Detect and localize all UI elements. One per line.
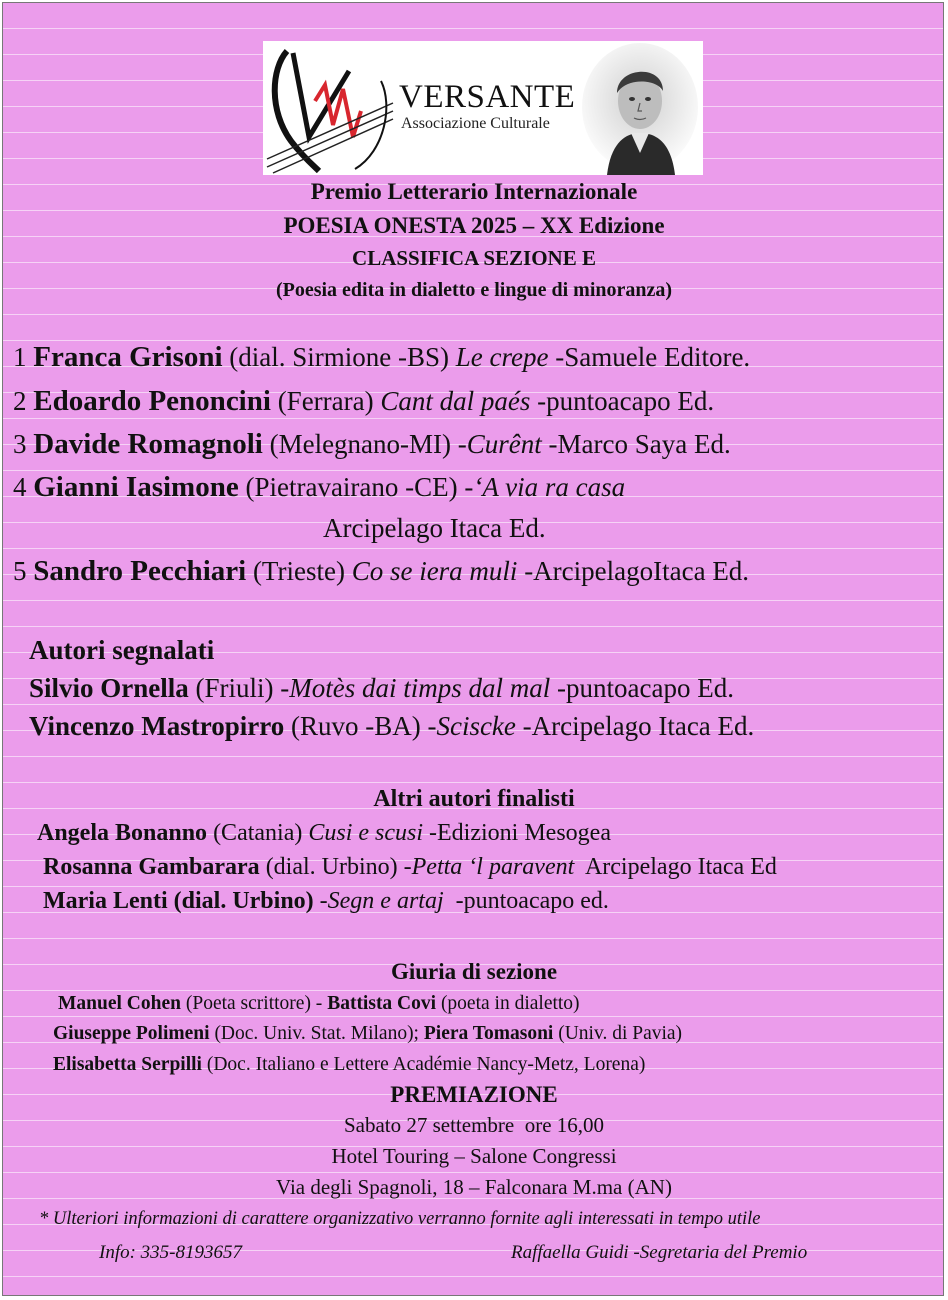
publisher: -Edizioni Mesogea — [423, 820, 611, 846]
author-name: Vincenzo Mastropirro — [29, 711, 285, 741]
juror-name: Battista Covi — [327, 993, 437, 1014]
book-title: -Petta ‘l paravent — [403, 854, 575, 880]
giuria-line-1 — [58, 993, 580, 1015]
book-title: Le crepe — [455, 342, 549, 372]
ranking-item-3 — [13, 428, 731, 461]
premiazione-address: Via degli Spagnoli, 18 – Falconara M.ma (AN) — [276, 1175, 672, 1199]
ranking-item-5 — [13, 555, 749, 588]
giuria-heading: Giuria di sezione — [390, 959, 558, 984]
juror-name: Giuseppe Polimeni — [53, 1023, 210, 1044]
juror-name: Manuel Cohen — [58, 993, 181, 1014]
rank-number: 1 — [13, 342, 27, 372]
juror-role: (Univ. di Pavia) — [553, 1023, 683, 1044]
author-origin: (Trieste) — [246, 556, 352, 586]
section-title: CLASSIFICA SEZIONE E — [352, 246, 596, 270]
ranking-item-2 — [13, 385, 714, 418]
rank-number: 3 — [13, 429, 27, 459]
author-name: Franca Grisoni — [33, 341, 223, 373]
publisher: -ArcipelagoItaca Ed. — [517, 556, 750, 586]
author-origin: (Catania) — [207, 820, 309, 846]
book-title: Cusi e scusi — [308, 820, 424, 846]
footer-note: * Ulteriori informazioni di carattere organizzativo verranno fornite agli interessati in tempo utile — [39, 1209, 761, 1229]
segnalati-item-1 — [29, 673, 734, 704]
giuria-line-2 — [53, 1023, 682, 1045]
prize-edition: POESIA ONESTA 2025 – XX Edizione — [283, 213, 665, 238]
giuria-line-3 — [53, 1054, 645, 1076]
publisher: -puntoacapo ed. — [443, 888, 609, 914]
juror-role: (poeta in dialetto) — [436, 993, 580, 1014]
author-name: Gianni Iasimone — [33, 471, 239, 503]
author-name: Silvio Ornella — [29, 673, 189, 703]
juror-role: (Poeta scrittore) - — [180, 993, 328, 1014]
author-origin: (dial. Urbino) — [259, 854, 404, 880]
author-name: Edoardo Penoncini — [33, 385, 271, 417]
juror-role: (Doc. Italiano e Lettere Académie Nancy-Metz, Lorena) — [201, 1054, 646, 1075]
author-origin: (Ferrara) — [270, 386, 381, 416]
author-origin: (Ruvo -BA) — [284, 711, 428, 741]
author-name: Rosanna Gambarara — [43, 854, 260, 880]
premiazione-venue: Hotel Touring – Salone Congressi — [331, 1144, 617, 1168]
book-title: Cant dal paés — [380, 386, 531, 416]
author-name: Maria Lenti (dial. Urbino) — [43, 888, 314, 914]
ranking-item-1 — [13, 341, 750, 374]
author-origin: (Pietravairano -CE) — [238, 472, 465, 502]
publisher: Arcipelago Itaca Ed — [574, 854, 777, 880]
premiazione-heading: PREMIAZIONE — [390, 1082, 558, 1107]
publisher: -Arcipelago Itaca Ed. — [515, 711, 755, 741]
juror-name: Piera Tomasoni — [423, 1023, 554, 1044]
juror-role: (Doc. Univ. Stat. Milano); — [209, 1023, 424, 1044]
logo-name: VERSANTE — [399, 79, 576, 115]
publisher: -Samuele Editore. — [548, 342, 751, 372]
author-origin: (Friuli) — [188, 673, 281, 703]
ranking-item-4 — [13, 471, 625, 504]
rank-number: 5 — [13, 556, 27, 586]
segnalati-heading: Autori segnalati — [29, 635, 215, 665]
book-title: -Sciscke — [427, 711, 516, 741]
author-origin: (dial. Sirmione -BS) — [222, 342, 456, 372]
logo-subtitle: Associazione Culturale — [401, 115, 550, 132]
author-name: Angela Bonanno — [37, 820, 208, 846]
finalisti-item-1 — [37, 820, 611, 847]
book-title: -‘A via ra casa — [464, 472, 626, 502]
author-name: Davide Romagnoli — [33, 428, 263, 460]
ranking-item-4-publisher: Arcipelago Itaca Ed. — [323, 513, 546, 543]
finalisti-heading: Altri autori finalisti — [373, 786, 575, 812]
juror-name: Elisabetta Serpilli — [53, 1054, 202, 1075]
rank-number: 4 — [13, 472, 27, 502]
book-title: -Segn e artaj — [319, 888, 444, 914]
publisher: -Marco Saya Ed. — [541, 429, 731, 459]
footer-secretary: Raffaella Guidi -Segretaria del Premio — [511, 1242, 808, 1263]
author-origin: (Melegnano-MI) — [262, 429, 458, 459]
footer-info: Info: 335-8193657 — [99, 1242, 243, 1263]
author-name: Sandro Pecchiari — [33, 555, 247, 587]
publisher: -puntoacapo Ed. — [550, 673, 734, 703]
premiazione-date: Sabato 27 settembre ore 16,00 — [343, 1113, 605, 1137]
finalisti-item-3 — [43, 888, 609, 915]
book-title: -Curênt — [457, 429, 542, 459]
portrait-icon — [577, 41, 703, 175]
poster — [2, 2, 944, 1296]
publisher: -puntoacapo Ed. — [530, 386, 715, 416]
poet-portrait — [577, 41, 703, 175]
book-title: Co se iera muli — [351, 556, 518, 586]
rank-number: 2 — [13, 386, 27, 416]
section-subtitle: (Poesia edita in dialetto e lingue di minoranza) — [275, 279, 673, 301]
segnalati-item-2 — [29, 711, 754, 742]
finalisti-item-2 — [43, 854, 777, 881]
prize-name: Premio Letterario Internazionale — [310, 179, 638, 204]
book-title: -Motès dai timps dal mal — [280, 673, 551, 703]
